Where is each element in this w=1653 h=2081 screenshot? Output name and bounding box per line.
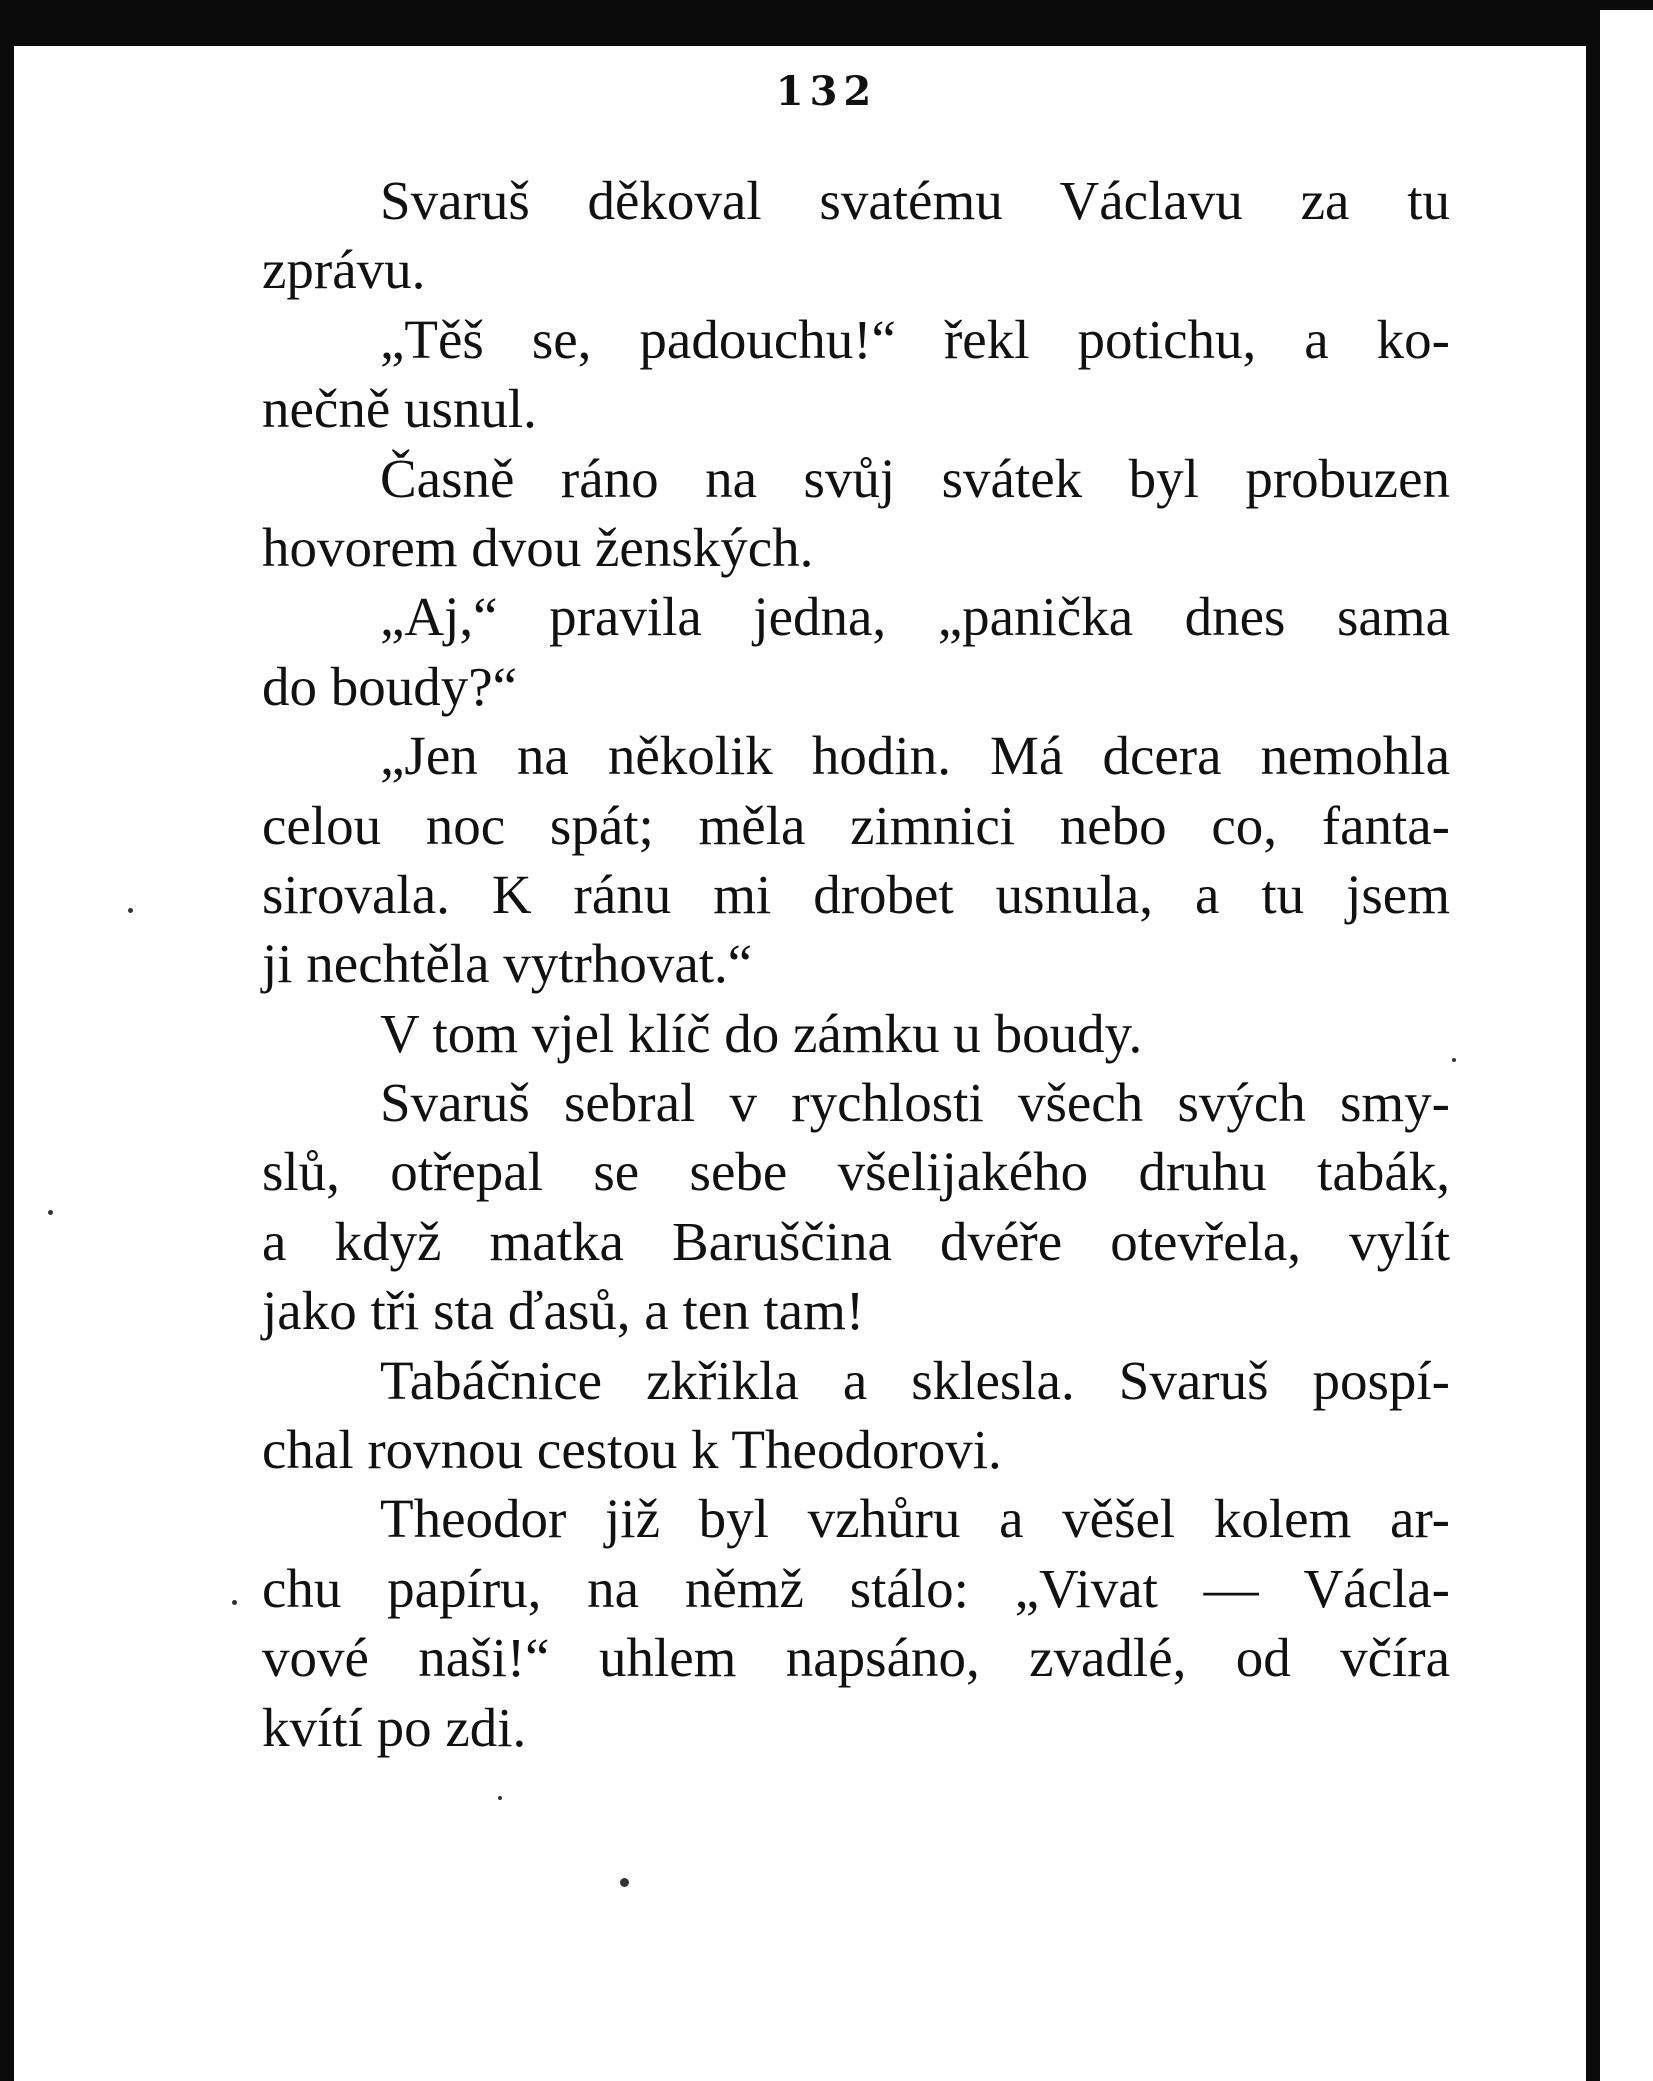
text-line: Svaruš sebral v rychlosti všech svých smy- (380, 1072, 1450, 1134)
text-line: kvítí po zdi. (262, 1696, 527, 1758)
text-line: jako tři sta ďasů, a ten tam! (262, 1280, 865, 1342)
text-line: „Jen na několik hodin. Má dcera nemohla (380, 725, 1450, 787)
text-line: Časně ráno na svůj svátek byl probuzen (380, 447, 1450, 509)
text-line: V tom vjel klíč do zámku u boudy. (380, 1002, 1143, 1064)
body-text (262, 166, 1450, 1762)
scan-speck (48, 1210, 53, 1215)
next-page-edge (1600, 10, 1653, 2081)
text-line: „Aj,“ pravila jedna, „panička dnes sama (380, 586, 1450, 648)
text-line: nečně usnul. (262, 378, 537, 440)
text-line: hovorem dvou ženských. (262, 516, 814, 578)
text-line: celou noc spát; měla zimnici nebo co, fanta- (262, 794, 1450, 856)
scan-speck (498, 1796, 502, 1800)
page-number: 132 (775, 68, 878, 115)
text-line: do boudy?“ (262, 655, 518, 717)
text-line: vové naši!“ uhlem napsáno, zvadlé, od včíra (262, 1627, 1450, 1689)
text-line: sirovala. K ránu mi drobet usnula, a tu jsem (262, 863, 1450, 925)
text-line: Theodor již byl vzhůru a věšel kolem ar- (380, 1488, 1450, 1550)
text-line: „Těš se, padouchu!“ řekl potichu, a ko- (380, 308, 1450, 370)
text-line: chal rovnou cestou k Theodorovi. (262, 1419, 1002, 1481)
scan-speck (232, 1600, 237, 1605)
page-gutter (1586, 0, 1600, 2081)
text-line: Svaruš děkoval svatému Václavu za tu (380, 170, 1450, 231)
scan-speck (128, 908, 133, 913)
text-line: slů, otřepal se sebe všelijakého druhu tabák, (262, 1141, 1450, 1203)
scan-speck (620, 1878, 629, 1887)
text-line: zprávu. (262, 239, 426, 301)
text-line: Tabáčnice zkřikla a sklesla. Svaruš pospí- (380, 1349, 1450, 1411)
text-line: chu papíru, na němž stálo: „Vivat — Václa- (262, 1557, 1450, 1619)
text-line: ji nechtěla vytrhovat.“ (262, 933, 753, 995)
scan-speck (1452, 1058, 1456, 1062)
text-line: a když matka Baruščina dvéře otevřela, vylít (262, 1210, 1450, 1272)
